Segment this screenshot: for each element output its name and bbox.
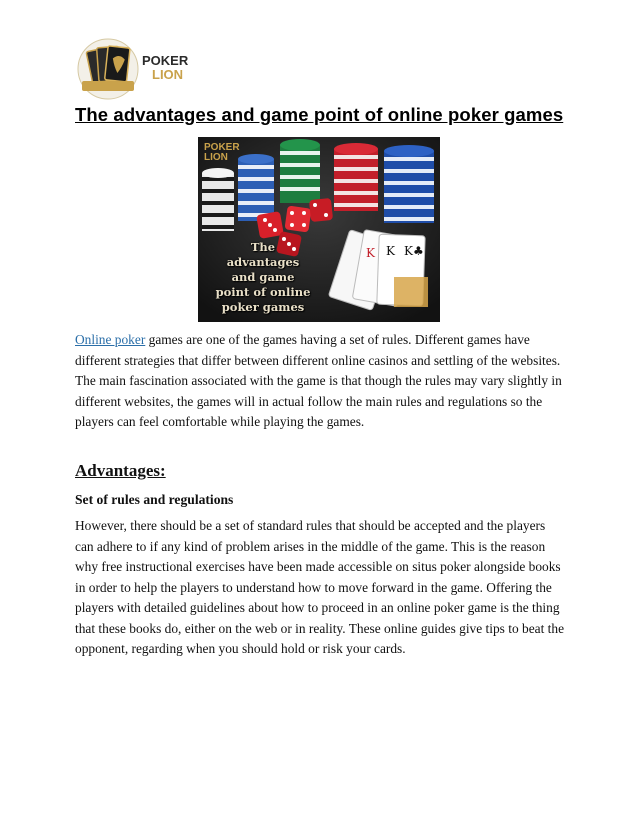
intro-paragraph [75,330,567,433]
poker-lion-logo [76,37,204,101]
page-title: The advantages and game point of online poker games [75,104,564,125]
rules-paragraph: However, there should be a set of standard rules that should be accepted and the players can adhere to if any kind of problem arises in the middle of the game. This is the reason why free instructional exercises have been made accessible on situs poker alongside books in order to help the players to understand how to move forward in the game. Offering the players with detailed guidelines about how to proceed in an online poker game is the thing that these books do, either on the web or in reality. These online guides give tips to beat the opponent, regarding when you should hold or risk your cards. [75,518,565,656]
svg-text:K: K [366,246,375,260]
svg-text:POKER: POKER [142,53,189,68]
intro-text: games are one of the games having a set of rules. Different games have different strategies that differ between different online casinos and settling of the websites. The main fascination associated with the game is that though the rules may vary slightly in different websites, the games will in actual follow the main rules and regulations so the players can feel comfortable while playing the games. [75,332,562,429]
hero-caption: The advantages and game point of online poker games [215,240,311,314]
hero-logo: POKER LION [204,142,240,163]
rules-subheading: Set of rules and regulations [75,492,234,507]
svg-text:LION: LION [152,67,184,82]
advantages-heading: Advantages: [75,461,166,480]
svg-text:K♣: K♣ [404,244,424,258]
hero-image [198,137,440,322]
online-poker-link[interactable]: Online poker [75,332,146,347]
svg-text:K: K [386,244,395,258]
